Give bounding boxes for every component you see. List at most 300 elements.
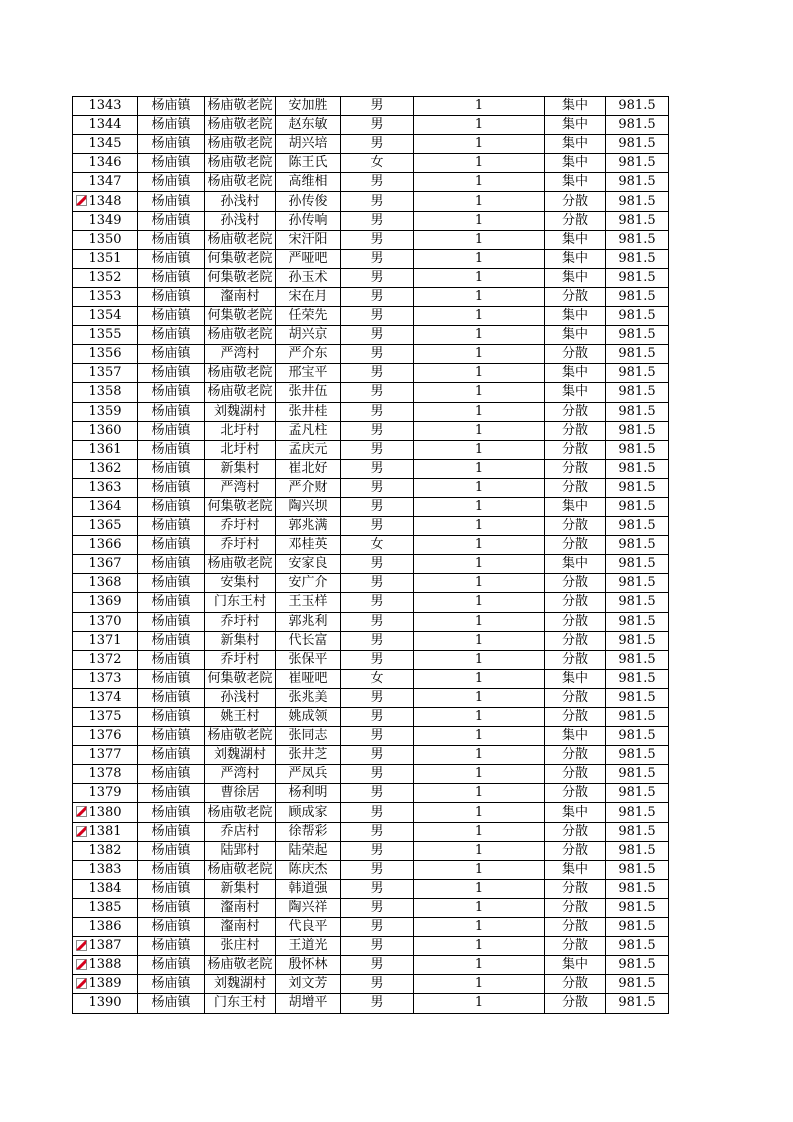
- name-cell[interactable]: [276, 937, 341, 956]
- count-cell[interactable]: [414, 803, 545, 822]
- row-number-cell[interactable]: [73, 860, 138, 879]
- name-cell[interactable]: [276, 517, 341, 536]
- village-cell[interactable]: [205, 956, 276, 975]
- name-cell[interactable]: [276, 459, 341, 478]
- name-cell[interactable]: [276, 803, 341, 822]
- town-cell[interactable]: [138, 822, 205, 841]
- amount-cell[interactable]: [606, 574, 669, 593]
- amount-cell[interactable]: [606, 937, 669, 956]
- name-cell[interactable]: [276, 383, 341, 402]
- name-cell[interactable]: [276, 440, 341, 459]
- row-number-cell[interactable]: [73, 746, 138, 765]
- gender-cell[interactable]: [341, 287, 414, 306]
- name-cell[interactable]: [276, 918, 341, 937]
- row-number-cell[interactable]: [73, 975, 138, 994]
- row-number-cell[interactable]: [73, 727, 138, 746]
- amount-cell[interactable]: [606, 860, 669, 879]
- count-cell[interactable]: [414, 307, 545, 326]
- count-cell[interactable]: [414, 211, 545, 230]
- count-cell[interactable]: [414, 345, 545, 364]
- town-cell[interactable]: [138, 975, 205, 994]
- amount-cell[interactable]: [606, 918, 669, 937]
- amount-cell[interactable]: [606, 268, 669, 287]
- village-cell[interactable]: [205, 860, 276, 879]
- support-mode-cell[interactable]: [545, 841, 606, 860]
- comment-indicator-icon[interactable]: [76, 959, 87, 970]
- town-cell[interactable]: [138, 383, 205, 402]
- town-cell[interactable]: [138, 688, 205, 707]
- support-mode-cell[interactable]: [545, 478, 606, 497]
- count-cell[interactable]: [414, 497, 545, 516]
- name-cell[interactable]: [276, 97, 341, 116]
- name-cell[interactable]: [276, 612, 341, 631]
- row-number-cell[interactable]: [73, 383, 138, 402]
- support-mode-cell[interactable]: [545, 517, 606, 536]
- gender-cell[interactable]: [341, 822, 414, 841]
- row-number-cell[interactable]: [73, 326, 138, 345]
- count-cell[interactable]: [414, 135, 545, 154]
- support-mode-cell[interactable]: [545, 364, 606, 383]
- gender-cell[interactable]: [341, 860, 414, 879]
- name-cell[interactable]: [276, 249, 341, 268]
- support-mode-cell[interactable]: [545, 116, 606, 135]
- gender-cell[interactable]: [341, 765, 414, 784]
- amount-cell[interactable]: [606, 154, 669, 173]
- village-cell[interactable]: [205, 841, 276, 860]
- row-number-cell[interactable]: [73, 268, 138, 287]
- count-cell[interactable]: [414, 860, 545, 879]
- town-cell[interactable]: [138, 937, 205, 956]
- name-cell[interactable]: [276, 287, 341, 306]
- count-cell[interactable]: [414, 727, 545, 746]
- support-mode-cell[interactable]: [545, 211, 606, 230]
- support-mode-cell[interactable]: [545, 383, 606, 402]
- amount-cell[interactable]: [606, 326, 669, 345]
- village-cell[interactable]: [205, 211, 276, 230]
- amount-cell[interactable]: [606, 898, 669, 917]
- gender-cell[interactable]: [341, 536, 414, 555]
- support-mode-cell[interactable]: [545, 727, 606, 746]
- gender-cell[interactable]: [341, 669, 414, 688]
- village-cell[interactable]: [205, 784, 276, 803]
- name-cell[interactable]: [276, 746, 341, 765]
- name-cell[interactable]: [276, 421, 341, 440]
- support-mode-cell[interactable]: [545, 402, 606, 421]
- village-cell[interactable]: [205, 517, 276, 536]
- row-number-cell[interactable]: [73, 994, 138, 1013]
- support-mode-cell[interactable]: [545, 97, 606, 116]
- name-cell[interactable]: [276, 478, 341, 497]
- support-mode-cell[interactable]: [545, 994, 606, 1013]
- amount-cell[interactable]: [606, 421, 669, 440]
- support-mode-cell[interactable]: [545, 230, 606, 249]
- town-cell[interactable]: [138, 402, 205, 421]
- town-cell[interactable]: [138, 765, 205, 784]
- row-number-cell[interactable]: [73, 555, 138, 574]
- village-cell[interactable]: [205, 555, 276, 574]
- amount-cell[interactable]: [606, 459, 669, 478]
- support-mode-cell[interactable]: [545, 669, 606, 688]
- row-number-cell[interactable]: [73, 612, 138, 631]
- row-number-cell[interactable]: [73, 937, 138, 956]
- amount-cell[interactable]: [606, 116, 669, 135]
- gender-cell[interactable]: [341, 517, 414, 536]
- count-cell[interactable]: [414, 192, 545, 211]
- row-number-cell[interactable]: [73, 898, 138, 917]
- village-cell[interactable]: [205, 440, 276, 459]
- count-cell[interactable]: [414, 383, 545, 402]
- gender-cell[interactable]: [341, 879, 414, 898]
- name-cell[interactable]: [276, 898, 341, 917]
- count-cell[interactable]: [414, 173, 545, 192]
- village-cell[interactable]: [205, 822, 276, 841]
- gender-cell[interactable]: [341, 440, 414, 459]
- village-cell[interactable]: [205, 97, 276, 116]
- village-cell[interactable]: [205, 612, 276, 631]
- village-cell[interactable]: [205, 898, 276, 917]
- amount-cell[interactable]: [606, 383, 669, 402]
- town-cell[interactable]: [138, 574, 205, 593]
- amount-cell[interactable]: [606, 765, 669, 784]
- support-mode-cell[interactable]: [545, 345, 606, 364]
- town-cell[interactable]: [138, 421, 205, 440]
- town-cell[interactable]: [138, 784, 205, 803]
- support-mode-cell[interactable]: [545, 440, 606, 459]
- count-cell[interactable]: [414, 459, 545, 478]
- support-mode-cell[interactable]: [545, 574, 606, 593]
- amount-cell[interactable]: [606, 192, 669, 211]
- town-cell[interactable]: [138, 517, 205, 536]
- village-cell[interactable]: [205, 937, 276, 956]
- count-cell[interactable]: [414, 975, 545, 994]
- support-mode-cell[interactable]: [545, 593, 606, 612]
- amount-cell[interactable]: [606, 440, 669, 459]
- name-cell[interactable]: [276, 154, 341, 173]
- support-mode-cell[interactable]: [545, 784, 606, 803]
- support-mode-cell[interactable]: [545, 822, 606, 841]
- town-cell[interactable]: [138, 211, 205, 230]
- town-cell[interactable]: [138, 287, 205, 306]
- gender-cell[interactable]: [341, 555, 414, 574]
- village-cell[interactable]: [205, 364, 276, 383]
- gender-cell[interactable]: [341, 268, 414, 287]
- village-cell[interactable]: [205, 975, 276, 994]
- name-cell[interactable]: [276, 555, 341, 574]
- town-cell[interactable]: [138, 669, 205, 688]
- gender-cell[interactable]: [341, 249, 414, 268]
- town-cell[interactable]: [138, 249, 205, 268]
- amount-cell[interactable]: [606, 135, 669, 154]
- support-mode-cell[interactable]: [545, 135, 606, 154]
- support-mode-cell[interactable]: [545, 975, 606, 994]
- amount-cell[interactable]: [606, 345, 669, 364]
- town-cell[interactable]: [138, 192, 205, 211]
- name-cell[interactable]: [276, 784, 341, 803]
- town-cell[interactable]: [138, 841, 205, 860]
- name-cell[interactable]: [276, 230, 341, 249]
- name-cell[interactable]: [276, 879, 341, 898]
- gender-cell[interactable]: [341, 975, 414, 994]
- support-mode-cell[interactable]: [545, 688, 606, 707]
- row-number-cell[interactable]: [73, 593, 138, 612]
- amount-cell[interactable]: [606, 708, 669, 727]
- comment-indicator-icon[interactable]: [76, 195, 87, 206]
- count-cell[interactable]: [414, 154, 545, 173]
- gender-cell[interactable]: [341, 650, 414, 669]
- count-cell[interactable]: [414, 478, 545, 497]
- support-mode-cell[interactable]: [545, 860, 606, 879]
- count-cell[interactable]: [414, 536, 545, 555]
- village-cell[interactable]: [205, 536, 276, 555]
- village-cell[interactable]: [205, 345, 276, 364]
- village-cell[interactable]: [205, 478, 276, 497]
- count-cell[interactable]: [414, 937, 545, 956]
- town-cell[interactable]: [138, 307, 205, 326]
- row-number-cell[interactable]: [73, 669, 138, 688]
- row-number-cell[interactable]: [73, 154, 138, 173]
- name-cell[interactable]: [276, 536, 341, 555]
- village-cell[interactable]: [205, 135, 276, 154]
- town-cell[interactable]: [138, 898, 205, 917]
- count-cell[interactable]: [414, 574, 545, 593]
- support-mode-cell[interactable]: [545, 918, 606, 937]
- amount-cell[interactable]: [606, 746, 669, 765]
- name-cell[interactable]: [276, 593, 341, 612]
- row-number-cell[interactable]: [73, 956, 138, 975]
- support-mode-cell[interactable]: [545, 612, 606, 631]
- gender-cell[interactable]: [341, 478, 414, 497]
- amount-cell[interactable]: [606, 631, 669, 650]
- amount-cell[interactable]: [606, 517, 669, 536]
- count-cell[interactable]: [414, 746, 545, 765]
- row-number-cell[interactable]: [73, 517, 138, 536]
- amount-cell[interactable]: [606, 536, 669, 555]
- row-number-cell[interactable]: [73, 574, 138, 593]
- support-mode-cell[interactable]: [545, 497, 606, 516]
- support-mode-cell[interactable]: [545, 268, 606, 287]
- gender-cell[interactable]: [341, 173, 414, 192]
- village-cell[interactable]: [205, 650, 276, 669]
- gender-cell[interactable]: [341, 364, 414, 383]
- amount-cell[interactable]: [606, 364, 669, 383]
- village-cell[interactable]: [205, 192, 276, 211]
- town-cell[interactable]: [138, 708, 205, 727]
- name-cell[interactable]: [276, 402, 341, 421]
- row-number-cell[interactable]: [73, 497, 138, 516]
- count-cell[interactable]: [414, 841, 545, 860]
- town-cell[interactable]: [138, 918, 205, 937]
- town-cell[interactable]: [138, 364, 205, 383]
- name-cell[interactable]: [276, 841, 341, 860]
- support-mode-cell[interactable]: [545, 421, 606, 440]
- gender-cell[interactable]: [341, 803, 414, 822]
- village-cell[interactable]: [205, 803, 276, 822]
- gender-cell[interactable]: [341, 383, 414, 402]
- gender-cell[interactable]: [341, 307, 414, 326]
- town-cell[interactable]: [138, 593, 205, 612]
- row-number-cell[interactable]: [73, 688, 138, 707]
- village-cell[interactable]: [205, 669, 276, 688]
- support-mode-cell[interactable]: [545, 555, 606, 574]
- name-cell[interactable]: [276, 364, 341, 383]
- gender-cell[interactable]: [341, 459, 414, 478]
- name-cell[interactable]: [276, 708, 341, 727]
- count-cell[interactable]: [414, 440, 545, 459]
- name-cell[interactable]: [276, 173, 341, 192]
- village-cell[interactable]: [205, 918, 276, 937]
- count-cell[interactable]: [414, 612, 545, 631]
- support-mode-cell[interactable]: [545, 937, 606, 956]
- support-mode-cell[interactable]: [545, 956, 606, 975]
- count-cell[interactable]: [414, 593, 545, 612]
- village-cell[interactable]: [205, 593, 276, 612]
- count-cell[interactable]: [414, 765, 545, 784]
- gender-cell[interactable]: [341, 918, 414, 937]
- count-cell[interactable]: [414, 688, 545, 707]
- village-cell[interactable]: [205, 708, 276, 727]
- village-cell[interactable]: [205, 287, 276, 306]
- name-cell[interactable]: [276, 765, 341, 784]
- amount-cell[interactable]: [606, 841, 669, 860]
- support-mode-cell[interactable]: [545, 650, 606, 669]
- town-cell[interactable]: [138, 612, 205, 631]
- town-cell[interactable]: [138, 879, 205, 898]
- count-cell[interactable]: [414, 287, 545, 306]
- gender-cell[interactable]: [341, 631, 414, 650]
- comment-indicator-icon[interactable]: [76, 826, 87, 837]
- town-cell[interactable]: [138, 650, 205, 669]
- row-number-cell[interactable]: [73, 841, 138, 860]
- village-cell[interactable]: [205, 459, 276, 478]
- village-cell[interactable]: [205, 574, 276, 593]
- name-cell[interactable]: [276, 116, 341, 135]
- row-number-cell[interactable]: [73, 478, 138, 497]
- town-cell[interactable]: [138, 97, 205, 116]
- count-cell[interactable]: [414, 268, 545, 287]
- row-number-cell[interactable]: [73, 211, 138, 230]
- row-number-cell[interactable]: [73, 345, 138, 364]
- town-cell[interactable]: [138, 956, 205, 975]
- row-number-cell[interactable]: [73, 135, 138, 154]
- amount-cell[interactable]: [606, 956, 669, 975]
- support-mode-cell[interactable]: [545, 536, 606, 555]
- gender-cell[interactable]: [341, 727, 414, 746]
- count-cell[interactable]: [414, 898, 545, 917]
- town-cell[interactable]: [138, 536, 205, 555]
- row-number-cell[interactable]: [73, 307, 138, 326]
- row-number-cell[interactable]: [73, 440, 138, 459]
- row-number-cell[interactable]: [73, 287, 138, 306]
- count-cell[interactable]: [414, 421, 545, 440]
- comment-indicator-icon[interactable]: [76, 940, 87, 951]
- amount-cell[interactable]: [606, 307, 669, 326]
- support-mode-cell[interactable]: [545, 154, 606, 173]
- support-mode-cell[interactable]: [545, 173, 606, 192]
- amount-cell[interactable]: [606, 612, 669, 631]
- name-cell[interactable]: [276, 669, 341, 688]
- comment-indicator-icon[interactable]: [76, 978, 87, 989]
- support-mode-cell[interactable]: [545, 631, 606, 650]
- gender-cell[interactable]: [341, 345, 414, 364]
- amount-cell[interactable]: [606, 249, 669, 268]
- gender-cell[interactable]: [341, 841, 414, 860]
- amount-cell[interactable]: [606, 822, 669, 841]
- gender-cell[interactable]: [341, 708, 414, 727]
- count-cell[interactable]: [414, 517, 545, 536]
- count-cell[interactable]: [414, 918, 545, 937]
- village-cell[interactable]: [205, 746, 276, 765]
- amount-cell[interactable]: [606, 555, 669, 574]
- count-cell[interactable]: [414, 956, 545, 975]
- amount-cell[interactable]: [606, 669, 669, 688]
- support-mode-cell[interactable]: [545, 879, 606, 898]
- amount-cell[interactable]: [606, 784, 669, 803]
- town-cell[interactable]: [138, 326, 205, 345]
- town-cell[interactable]: [138, 440, 205, 459]
- amount-cell[interactable]: [606, 727, 669, 746]
- support-mode-cell[interactable]: [545, 326, 606, 345]
- amount-cell[interactable]: [606, 173, 669, 192]
- name-cell[interactable]: [276, 994, 341, 1013]
- village-cell[interactable]: [205, 230, 276, 249]
- gender-cell[interactable]: [341, 574, 414, 593]
- support-mode-cell[interactable]: [545, 898, 606, 917]
- gender-cell[interactable]: [341, 402, 414, 421]
- town-cell[interactable]: [138, 478, 205, 497]
- gender-cell[interactable]: [341, 688, 414, 707]
- amount-cell[interactable]: [606, 287, 669, 306]
- name-cell[interactable]: [276, 956, 341, 975]
- name-cell[interactable]: [276, 211, 341, 230]
- name-cell[interactable]: [276, 345, 341, 364]
- gender-cell[interactable]: [341, 421, 414, 440]
- name-cell[interactable]: [276, 860, 341, 879]
- town-cell[interactable]: [138, 994, 205, 1013]
- row-number-cell[interactable]: [73, 249, 138, 268]
- count-cell[interactable]: [414, 631, 545, 650]
- village-cell[interactable]: [205, 631, 276, 650]
- village-cell[interactable]: [205, 765, 276, 784]
- row-number-cell[interactable]: [73, 879, 138, 898]
- row-number-cell[interactable]: [73, 708, 138, 727]
- row-number-cell[interactable]: [73, 230, 138, 249]
- support-mode-cell[interactable]: [545, 459, 606, 478]
- town-cell[interactable]: [138, 459, 205, 478]
- count-cell[interactable]: [414, 784, 545, 803]
- village-cell[interactable]: [205, 879, 276, 898]
- gender-cell[interactable]: [341, 97, 414, 116]
- village-cell[interactable]: [205, 249, 276, 268]
- count-cell[interactable]: [414, 708, 545, 727]
- name-cell[interactable]: [276, 268, 341, 287]
- gender-cell[interactable]: [341, 593, 414, 612]
- amount-cell[interactable]: [606, 402, 669, 421]
- village-cell[interactable]: [205, 727, 276, 746]
- row-number-cell[interactable]: [73, 918, 138, 937]
- gender-cell[interactable]: [341, 192, 414, 211]
- row-number-cell[interactable]: [73, 173, 138, 192]
- row-number-cell[interactable]: [73, 192, 138, 211]
- village-cell[interactable]: [205, 688, 276, 707]
- count-cell[interactable]: [414, 402, 545, 421]
- row-number-cell[interactable]: [73, 364, 138, 383]
- gender-cell[interactable]: [341, 211, 414, 230]
- village-cell[interactable]: [205, 994, 276, 1013]
- row-number-cell[interactable]: [73, 536, 138, 555]
- amount-cell[interactable]: [606, 650, 669, 669]
- row-number-cell[interactable]: [73, 402, 138, 421]
- town-cell[interactable]: [138, 860, 205, 879]
